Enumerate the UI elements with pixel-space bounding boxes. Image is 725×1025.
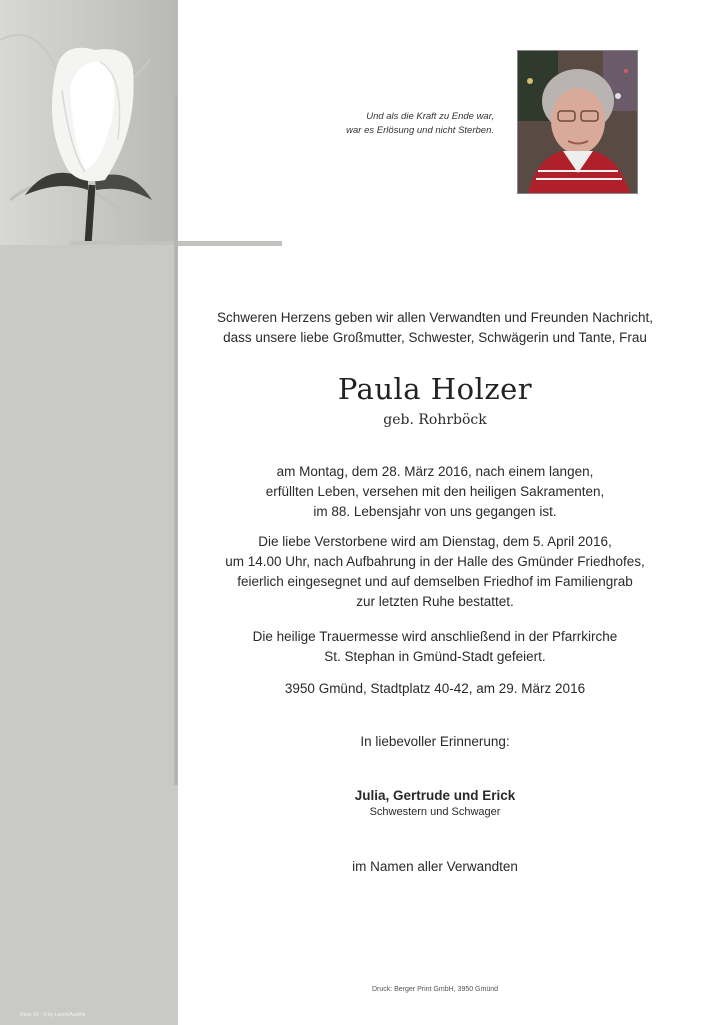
decorative-side-band: [0, 245, 178, 1025]
paragraph-line: Die liebe Verstorbene wird am Dienstag, dem 5. April 2016,: [258, 534, 612, 549]
paragraph-line: erfüllten Leben, versehen mit den heiligen Sakramenten,: [265, 484, 605, 499]
printer-credit: Druck: Berger Print GmbH, 3950 Gmünd: [371, 986, 499, 993]
portrait-photo: [517, 50, 638, 194]
decorative-side-line: [174, 95, 178, 785]
quote-line: Und als die Kraft zu Ende war,: [366, 111, 494, 122]
intro-line: dass unsere liebe Großmutter, Schwester, Schwägerin und Tante, Frau: [223, 330, 647, 345]
paragraph-line: um 14.00 Uhr, nach Aufbahrung in der Halle des Gmünder Friedhofes,: [225, 554, 645, 569]
quote: [300, 110, 494, 138]
place-date: 3950 Gmünd, Stadtplatz 40-42, am 29. März 2016: [284, 681, 586, 696]
paragraph-line: Die heilige Trauermesse wird anschließend in der Pfarrkirche: [252, 629, 618, 644]
rose-illustration: [0, 0, 178, 245]
memory-line: In liebevoller Erinnerung:: [360, 734, 510, 749]
burial-paragraph: [190, 532, 680, 612]
paragraph-line: im 88. Lebensjahr von uns gegangen ist.: [313, 504, 557, 519]
deceased-name: Paula Holzer: [337, 372, 533, 406]
signer-names: Julia, Gertrude und Erick: [354, 788, 516, 803]
intro-line: Schweren Herzens geben wir allen Verwandten und Freunden Nachricht,: [216, 310, 653, 325]
signer-relation: Schwestern und Schwager: [369, 806, 501, 818]
portrait-illustration: [518, 51, 637, 193]
on-behalf-line: im Namen aller Verwandten: [352, 859, 518, 874]
death-paragraph: [190, 462, 680, 522]
paragraph-line: feierlich eingesegnet und auf demselben Friedhof im Familiengrab: [237, 574, 633, 589]
mass-paragraph: [190, 627, 680, 667]
design-code: Rose 40 - © by Lesch/Austria: [20, 1012, 86, 1018]
intro-text: [190, 308, 680, 348]
paragraph-line: am Montag, dem 28. März 2016, nach einem langen,: [276, 464, 594, 479]
paragraph-line: St. Stephan in Gmünd-Stadt gefeiert.: [324, 649, 546, 664]
rose-image: [0, 0, 178, 245]
birth-name: geb. Rohrböck: [383, 412, 487, 428]
quote-line: war es Erlösung und nicht Sterben.: [346, 125, 494, 136]
paragraph-line: zur letzten Ruhe bestattet.: [356, 594, 514, 609]
